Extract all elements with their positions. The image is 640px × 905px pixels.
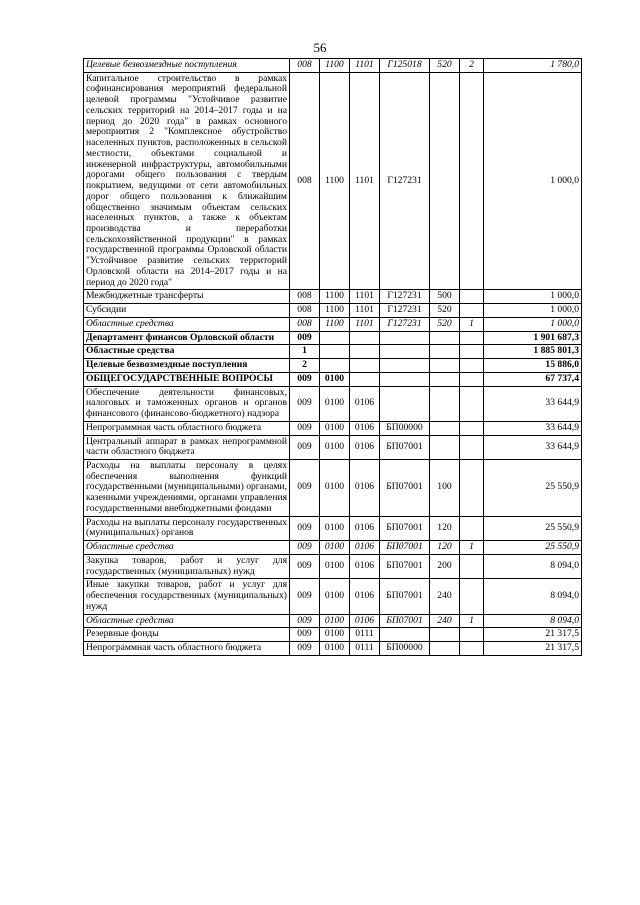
row-ved: 2 <box>290 359 320 373</box>
row-ved: 009 <box>290 641 320 655</box>
row-amount: 1 901 687,3 <box>484 331 582 345</box>
row-src: 1 <box>460 614 484 628</box>
page-number: 56 <box>313 40 327 55</box>
table-row <box>84 421 582 435</box>
row-ved: 009 <box>290 554 320 578</box>
row-name: Целевые безвозмездные поступления <box>84 359 290 373</box>
row-ved: 009 <box>290 628 320 642</box>
row-rz <box>320 345 350 359</box>
row-rz: 0100 <box>320 421 350 435</box>
table-row <box>84 372 582 386</box>
row-rz: 0100 <box>320 516 350 540</box>
row-cs: Г125018 <box>380 59 430 73</box>
row-cs: Г127231 <box>380 304 430 318</box>
row-cs <box>380 628 430 642</box>
row-vr: 520 <box>430 304 460 318</box>
row-ved: 008 <box>290 304 320 318</box>
row-amount: 25 550,9 <box>484 459 582 516</box>
row-amount: 1 000,0 <box>484 304 582 318</box>
row-src <box>460 579 484 614</box>
row-vr <box>430 641 460 655</box>
row-rz: 0100 <box>320 554 350 578</box>
row-cs <box>380 386 430 421</box>
table-row <box>84 579 582 614</box>
table-row <box>84 290 582 304</box>
row-vr: 500 <box>430 290 460 304</box>
row-vr <box>430 359 460 373</box>
row-ved: 008 <box>290 59 320 73</box>
row-pr: 0106 <box>350 554 380 578</box>
row-amount: 33 644,9 <box>484 435 582 459</box>
row-pr <box>350 372 380 386</box>
row-src: 2 <box>460 59 484 73</box>
row-vr <box>430 72 460 290</box>
row-rz: 0100 <box>320 579 350 614</box>
row-amount: 8 094,0 <box>484 614 582 628</box>
table-row <box>84 72 582 290</box>
row-name: Капитальное строительство в рамках софинансирования мероприятий федеральной целевой программы "Устойчивое развитие сельских территорий на 2014–2017 годы и на период до 2020 года" в рамках основного мероприятия 2 "Комплексное обустройство населенных пунктов, расположенных в сельской местности, объектами социальной и инженерной инфраструктуры, автомобильными дорогами общего пользования с твердым покрытием, ведущими от сети автомобильных дорог общего пользования к ближайшим общественно значимым объектам сельских населенных пунктов, а также к объектам производства и переработки сельскохозяйственной продукции" в рамках государственной программы Орловской области "Устойчивое развитие сельских территорий Орловской области на 2014–2017 годы и на период до 2020 года" <box>84 72 290 290</box>
row-cs: БП00000 <box>380 421 430 435</box>
table-row <box>84 614 582 628</box>
row-src <box>460 72 484 290</box>
row-vr: 200 <box>430 554 460 578</box>
row-rz: 0100 <box>320 614 350 628</box>
row-ved: 009 <box>290 579 320 614</box>
row-ved: 009 <box>290 614 320 628</box>
row-rz: 1100 <box>320 290 350 304</box>
row-amount: 1 000,0 <box>484 72 582 290</box>
row-pr: 0106 <box>350 435 380 459</box>
row-rz: 0100 <box>320 459 350 516</box>
row-src <box>460 435 484 459</box>
row-rz: 0100 <box>320 435 350 459</box>
row-rz: 0100 <box>320 386 350 421</box>
row-pr: 0106 <box>350 614 380 628</box>
row-pr: 0106 <box>350 386 380 421</box>
row-name: Закупка товаров, работ и услуг для государственных (муниципальных) нужд <box>84 554 290 578</box>
row-ved: 1 <box>290 345 320 359</box>
row-src <box>460 331 484 345</box>
row-src <box>460 345 484 359</box>
row-pr: 0106 <box>350 516 380 540</box>
row-name: Областные средства <box>84 541 290 555</box>
row-ved: 009 <box>290 386 320 421</box>
row-rz: 1100 <box>320 59 350 73</box>
row-vr <box>430 421 460 435</box>
row-name: Субсидии <box>84 304 290 318</box>
row-amount: 8 094,0 <box>484 579 582 614</box>
row-ved: 008 <box>290 317 320 331</box>
row-src <box>460 554 484 578</box>
row-name: Непрограммная часть областного бюджета <box>84 421 290 435</box>
row-vr: 120 <box>430 541 460 555</box>
row-ved: 009 <box>290 459 320 516</box>
row-src <box>460 459 484 516</box>
table-row <box>84 628 582 642</box>
row-name: Областные средства <box>84 345 290 359</box>
row-pr <box>350 345 380 359</box>
row-vr: 120 <box>430 516 460 540</box>
row-ved: 009 <box>290 541 320 555</box>
row-amount: 33 644,9 <box>484 421 582 435</box>
row-name: Обеспечение деятельности финансовых, налоговых и таможенных органов и органов финансового (финансово-бюджетного) надзора <box>84 386 290 421</box>
row-vr <box>430 386 460 421</box>
row-cs: БП07001 <box>380 516 430 540</box>
row-name: Иные закупки товаров, работ и услуг для обеспечения государственных (муниципальных) нужд <box>84 579 290 614</box>
row-pr <box>350 331 380 345</box>
row-rz <box>320 359 350 373</box>
row-cs <box>380 359 430 373</box>
row-name: Департамент финансов Орловской области <box>84 331 290 345</box>
row-vr <box>430 435 460 459</box>
row-rz: 0100 <box>320 641 350 655</box>
budget-table <box>83 58 582 656</box>
row-pr: 0111 <box>350 641 380 655</box>
row-name: Непрограммная часть областного бюджета <box>84 641 290 655</box>
row-ved: 008 <box>290 72 320 290</box>
row-name: ОБЩЕГОСУДАРСТВЕННЫЕ ВОПРОСЫ <box>84 372 290 386</box>
row-cs: Г127231 <box>380 72 430 290</box>
row-src <box>460 516 484 540</box>
row-pr: 0106 <box>350 459 380 516</box>
row-pr: 1101 <box>350 304 380 318</box>
row-src <box>460 421 484 435</box>
row-src <box>460 628 484 642</box>
row-rz: 0100 <box>320 628 350 642</box>
row-cs <box>380 372 430 386</box>
row-name: Расходы на выплаты персоналу в целях обеспечения выполнения функций государственными (муниципальными) органами, казенными учреждениями, органами управления государственными внебюджетными фондами <box>84 459 290 516</box>
row-src <box>460 386 484 421</box>
row-ved: 009 <box>290 331 320 345</box>
row-src <box>460 304 484 318</box>
row-vr: 520 <box>430 317 460 331</box>
row-amount: 33 644,9 <box>484 386 582 421</box>
table-row <box>84 641 582 655</box>
row-vr <box>430 345 460 359</box>
row-name: Резервные фонды <box>84 628 290 642</box>
row-vr: 240 <box>430 579 460 614</box>
row-vr: 520 <box>430 59 460 73</box>
row-ved: 009 <box>290 435 320 459</box>
row-ved: 008 <box>290 290 320 304</box>
table-row <box>84 345 582 359</box>
row-src <box>460 641 484 655</box>
table-row <box>84 554 582 578</box>
row-pr: 0106 <box>350 541 380 555</box>
row-cs: Г127231 <box>380 290 430 304</box>
row-rz: 0100 <box>320 541 350 555</box>
table-row <box>84 317 582 331</box>
row-amount: 67 737,4 <box>484 372 582 386</box>
row-name: Областные средства <box>84 317 290 331</box>
row-rz <box>320 331 350 345</box>
table-row <box>84 541 582 555</box>
row-rz: 0100 <box>320 372 350 386</box>
table-row <box>84 304 582 318</box>
row-amount: 1 000,0 <box>484 317 582 331</box>
table-row <box>84 435 582 459</box>
row-name: Расходы на выплаты персоналу государственных (муниципальных) органов <box>84 516 290 540</box>
row-src <box>460 359 484 373</box>
row-amount: 25 550,9 <box>484 516 582 540</box>
table-row <box>84 331 582 345</box>
row-amount: 21 317,5 <box>484 628 582 642</box>
row-ved: 009 <box>290 372 320 386</box>
row-rz: 1100 <box>320 304 350 318</box>
row-name: Областные средства <box>84 614 290 628</box>
table-row <box>84 59 582 73</box>
row-pr: 1101 <box>350 59 380 73</box>
row-amount: 8 094,0 <box>484 554 582 578</box>
row-src: 1 <box>460 541 484 555</box>
row-amount: 21 317,5 <box>484 641 582 655</box>
row-cs: БП07001 <box>380 554 430 578</box>
row-cs: БП07001 <box>380 435 430 459</box>
row-src <box>460 372 484 386</box>
row-pr: 1101 <box>350 72 380 290</box>
table-row <box>84 359 582 373</box>
table-row <box>84 516 582 540</box>
row-cs <box>380 331 430 345</box>
row-vr: 100 <box>430 459 460 516</box>
row-pr: 0106 <box>350 579 380 614</box>
row-rz: 1100 <box>320 317 350 331</box>
row-name: Центральный аппарат в рамках непрограммной части областного бюджета <box>84 435 290 459</box>
row-cs: БП07001 <box>380 541 430 555</box>
row-pr: 1101 <box>350 290 380 304</box>
row-name: Целевые безвозмездные поступления <box>84 59 290 73</box>
table-row <box>84 459 582 516</box>
row-amount: 1 885 801,3 <box>484 345 582 359</box>
row-cs: БП00000 <box>380 641 430 655</box>
row-pr <box>350 359 380 373</box>
row-pr: 0111 <box>350 628 380 642</box>
row-cs <box>380 345 430 359</box>
row-amount: 1 780,0 <box>484 59 582 73</box>
row-src: 1 <box>460 317 484 331</box>
row-cs: Г127231 <box>380 317 430 331</box>
row-vr <box>430 628 460 642</box>
row-ved: 009 <box>290 516 320 540</box>
row-vr <box>430 331 460 345</box>
row-amount: 15 886,0 <box>484 359 582 373</box>
row-amount: 25 550,9 <box>484 541 582 555</box>
row-vr: 240 <box>430 614 460 628</box>
row-vr <box>430 372 460 386</box>
row-ved: 009 <box>290 421 320 435</box>
row-src <box>460 290 484 304</box>
row-pr: 1101 <box>350 317 380 331</box>
table-row <box>84 386 582 421</box>
row-cs: БП07001 <box>380 614 430 628</box>
row-name: Межбюджетные трансферты <box>84 290 290 304</box>
row-cs: БП07001 <box>380 579 430 614</box>
row-pr: 0106 <box>350 421 380 435</box>
row-cs: БП07001 <box>380 459 430 516</box>
row-amount: 1 000,0 <box>484 290 582 304</box>
row-rz: 1100 <box>320 72 350 290</box>
